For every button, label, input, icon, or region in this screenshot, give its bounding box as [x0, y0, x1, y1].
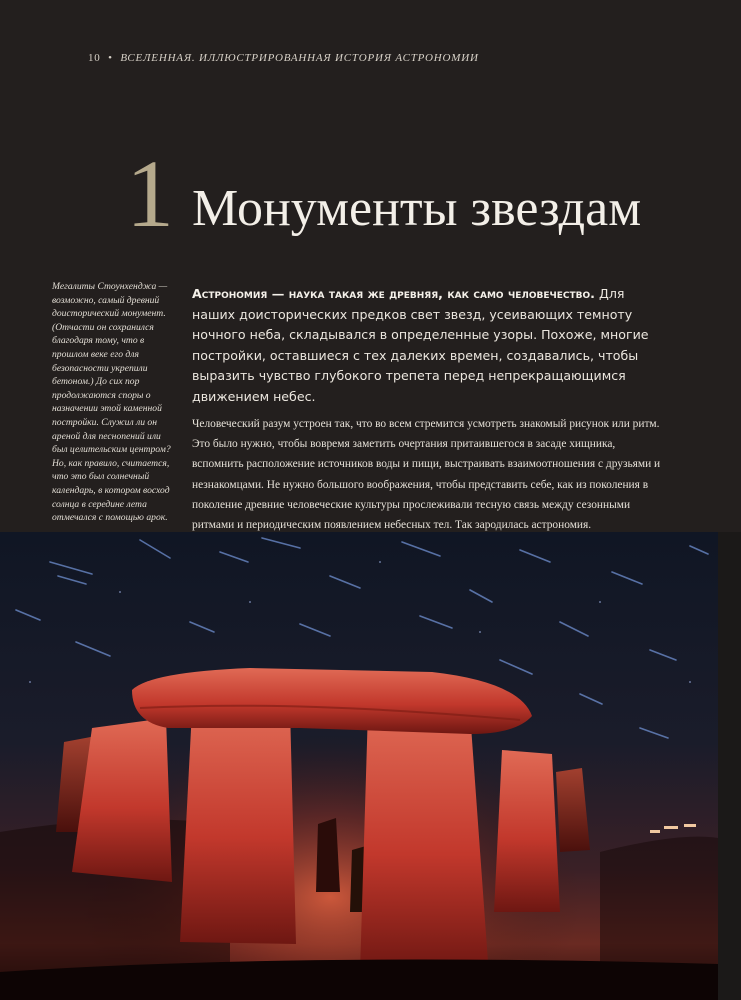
lead-intro: Астрономия — наука такая же древняя, как само человечество.: [192, 286, 595, 301]
photo-caption: Мегалиты Стоунхенджа — возможно, самый древний доисторический монумент. (Отчасти он сохранился благодаря тому, что в прошлом веке его для безопасности укрепили бетоном.) До сих пор продолжаются споры о назначении этой каменной постройки. Служил ли он ареной для песнопений или был целительским центром? Но, как правило, считается, что это был солнечный календарь, в котором восход солнца в середине лета отмечался с помощью арок.: [52, 281, 171, 524]
chapter-title: Монументы звездам: [192, 180, 642, 237]
lead-paragraph: [192, 284, 662, 407]
chapter-number: 1: [126, 140, 174, 247]
stonehenge-night-photo: [0, 532, 718, 1000]
header-separator: •: [108, 52, 113, 64]
page-edge: [718, 532, 741, 1000]
lead-text: Для наших доисторических предков свет звезд, усеивающих темноту ночного неба, складывался в определенные узоры. Похоже, многие постройки, оставшиеся с тех далеких времен, создавались, чтобы выразить чувство глубокого трепета перед непрекращающимся движением небес.: [192, 286, 649, 404]
running-head: [88, 52, 479, 64]
body-paragraph: Человеческий разум устроен так, что во всем стремится усмотреть знакомый рисунок или ритм. Это было нужно, чтобы вовремя заметить очертания притаившегося в засаде хищника, вспомнить расположение источников воды и пищи, выстраивать взаимоотношения с друзьями и незнакомцами. Не нужно большого воображения, чтобы представить себе, как из поколения в поколение древние человеческие культуры прослеживали тесную связь между сезонными ритмами и периодическим появлением небесных тел. Так зародилась астрономия.: [192, 418, 661, 532]
page-number: 10: [88, 52, 101, 64]
book-title: ВСЕЛЕННАЯ. ИЛЛЮСТРИРОВАННАЯ ИСТОРИЯ АСТРОНОМИИ: [120, 52, 479, 64]
